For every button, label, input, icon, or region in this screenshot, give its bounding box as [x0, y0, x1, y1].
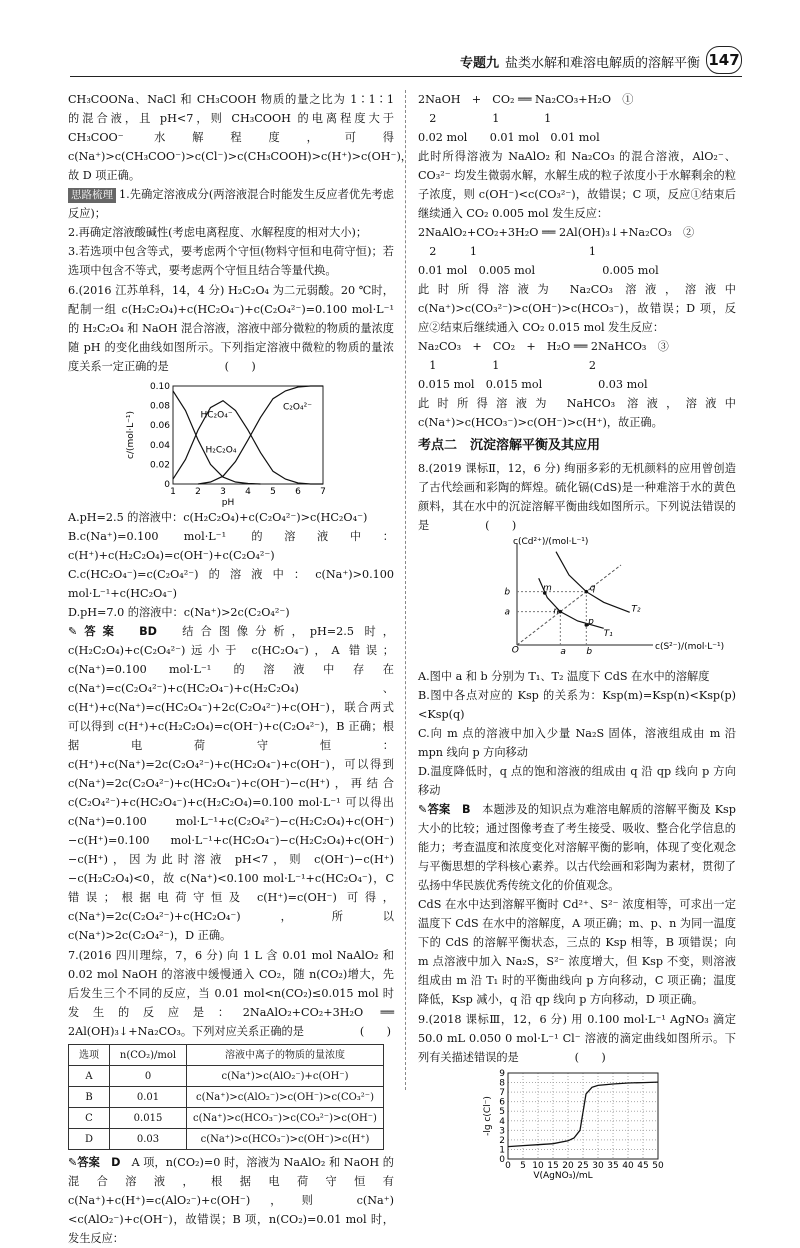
section-heading: 考点二 沉淀溶解平衡及其应用	[418, 438, 601, 453]
y-tick-label: 0.02	[149, 460, 170, 471]
oxalate-speciation-chart	[121, 378, 341, 506]
y-axis-label: c(Cd²⁺)/(mol·L⁻¹)	[513, 537, 589, 547]
x-tick-label: 0	[505, 1161, 511, 1171]
x-tick-label: 7	[320, 487, 326, 497]
paragraph: 此时所得溶液为 NaHCO₃ 溶液，溶液中 c(Na⁺)>c(HCO₃⁻)>c(OH⁻)>c(H⁺)，故正确。	[418, 397, 736, 429]
point-label: p	[588, 617, 594, 627]
y-tick-label: 0	[164, 480, 170, 490]
table-cell: c(Na⁺)>c(HCO₃⁻)>c(OH⁻)>c(H⁺)	[187, 1129, 384, 1150]
answer-value: D	[111, 1156, 121, 1169]
series-line	[173, 391, 261, 484]
table-cell: 0.03	[110, 1129, 187, 1150]
y-tick-label: 0.06	[149, 421, 170, 432]
point-label: m	[543, 583, 552, 594]
q7-answer	[68, 1153, 394, 1248]
y-tick-label: 0.04	[149, 440, 170, 451]
equation-3-coeffs: 1 1 2	[418, 359, 596, 372]
tip-item: 3.若选项中包含等式，要考虑两个守恒(物料守恒和电荷守恒)；若选项中包含不等式，要考虑两个守恒且结合等量代换。	[68, 245, 394, 277]
series-line	[198, 386, 323, 484]
series-label: H₂C₂O₄	[205, 445, 237, 456]
q8-answer	[418, 800, 736, 895]
table-cell: C	[69, 1108, 110, 1129]
q8-option-d: D.温度降低时，q 点的饱和溶液的组成由 q 沿 qp 线向 p 方向移动	[418, 765, 736, 797]
point-label: n	[553, 606, 560, 617]
x-tick-label: 4	[245, 487, 251, 497]
series-line	[173, 401, 323, 484]
equation-3-amounts: 0.015 mol 0.015 mol 0.03 mol	[418, 378, 648, 391]
page-number: 147	[706, 46, 742, 74]
y-tick-label: 1	[499, 1145, 505, 1156]
left-column	[68, 90, 412, 1248]
q6-option-d: D.pH=7.0 的溶液中：c(Na⁺)>2c(C₂O₄²⁻)	[68, 606, 290, 619]
table-header: 选项	[69, 1045, 110, 1066]
table-header: 溶液中离子的物质的量浓度	[187, 1045, 384, 1066]
y-tick-label: 6	[499, 1097, 505, 1108]
q6-option-a: A.pH=2.5 的溶液中：c(H₂C₂O₄)+c(C₂O₄²⁻)>c(HC₂O₄⁻)	[68, 511, 368, 524]
header-rule	[70, 76, 742, 77]
point-label: a	[560, 647, 566, 657]
q6-answer	[68, 622, 394, 945]
q6-option-c: C.c(HC₂O₄⁻)=c(C₂O₄²⁻)的溶液中：c(Na⁺)>0.100 mol·L⁻¹+c(HC₂O₄⁻)	[68, 568, 394, 600]
y-tick-label: 8	[499, 1078, 505, 1089]
point-label: q	[589, 583, 596, 594]
x-tick-label: 15	[547, 1161, 559, 1171]
y-tick-label: 0	[499, 1155, 505, 1165]
tip-item: 1.先确定溶液成分(两溶液混合时能发生反应者优先考虑反应)；	[68, 188, 394, 220]
y-tick-label: 0.08	[149, 401, 170, 412]
data-point	[585, 590, 589, 594]
series-label: HC₂O₄⁻	[200, 410, 233, 421]
y-tick-label: 2	[499, 1135, 505, 1146]
equation-1: 2NaOH + CO₂ ══ Na₂CO₃+H₂O ①	[418, 93, 634, 106]
x-tick-label: 20	[562, 1161, 574, 1171]
answer-label: 答案	[427, 803, 451, 816]
table-cell: D	[69, 1129, 110, 1150]
point-label: T₂	[631, 604, 641, 615]
point-label: T₁	[603, 629, 613, 639]
x-tick-label: 50	[652, 1161, 664, 1171]
equation-1-coeffs: 2 1 1	[418, 112, 552, 125]
table-row	[69, 1066, 384, 1087]
series-line	[556, 552, 630, 613]
right-column	[418, 90, 736, 1181]
answer-icon: ✎	[68, 1156, 78, 1169]
paragraph: CH₃COONa、NaCl 和 CH₃COOH 物质的量之比为 1∶1∶1 的混合液，且 pH<7，则 CH₃COOH 的电离程度大于 CH₃COO⁻ 水解程度，可得 c(Na⁺)>c(CH₃COO⁻)>c(Cl⁻)>c(CH₃COOH)>c(H⁺)>c(OH⁻)，故 D 项正确。	[68, 93, 412, 182]
table-header-row	[69, 1045, 384, 1066]
question-6-stem: 6.(2016 江苏单科，14，4 分) H₂C₂O₄ 为二元弱酸。20 ℃时，配制一组 c(H₂C₂O₄)+c(HC₂O₄⁻)+c(C₂O₄²⁻)=0.100 mol·L⁻¹ 的 H₂C₂O₄ 和 NaOH 混合溶液，溶液中部分微粒的物质的量浓度随 pH 的变化曲线如图所示。下列指定溶液中微粒的物质的量浓度关系一定正确的是 ( )	[68, 284, 394, 373]
tips-block	[68, 185, 394, 223]
column-divider	[405, 90, 406, 1090]
x-axis-label: c(S²⁻)/(mol·L⁻¹)	[655, 642, 725, 652]
answer-label: 答案	[77, 625, 121, 638]
answer-icon: ✎	[68, 625, 78, 638]
y-tick-label: 0.10	[149, 382, 170, 392]
equation-2: 2NaAlO₂+CO₂+3H₂O ══ 2Al(OH)₃↓+Na₂CO₃ ②	[418, 226, 695, 239]
y-tick-label: 4	[499, 1116, 505, 1127]
table-row	[69, 1108, 384, 1129]
point-label: O	[511, 645, 519, 656]
x-tick-label: 3	[220, 487, 226, 497]
equation-2-amounts: 0.01 mol 0.005 mol 0.005 mol	[418, 264, 659, 277]
table-cell: c(Na⁺)>c(HCO₃⁻)>c(CO₃²⁻)>c(OH⁻)	[187, 1108, 384, 1129]
x-tick-label: 2	[195, 487, 201, 497]
answer-explanation: 本题涉及的知识点为难溶电解质的溶解平衡及 Ksp 大小的比较；通过图像考查了考生接受、吸收、整合化学信息的能力；考查温度和浓度变化对溶解平衡的影响，体现了变化观念与平衡思想的学科核心素养。以古代绘画和彩陶为素材，贯彻了弘扬中华民族优秀传统文化的价值观念。	[418, 803, 736, 892]
y-tick-label: 5	[499, 1107, 505, 1118]
titration-curve-chart	[482, 1069, 672, 1179]
q8-option-b: B.图中各点对应的 Ksp 的关系为：Ksp(m)=Ksp(n)<Ksp(p)<Ksp(q)	[418, 689, 736, 721]
table-cell: 0.015	[110, 1108, 187, 1129]
answer-value: B	[461, 803, 471, 816]
table-cell: 0	[110, 1066, 187, 1087]
question-8-stem: 8.(2019 课标Ⅱ，12，6 分) 绚丽多彩的无机颜料的应用曾创造了古代绘画和彩陶的辉煌。硫化镉(CdS)是一种难溶于水的黄色颜料，其在水中的沉淀溶解平衡曲线如图所示。下列说法错误的是 ( )	[418, 462, 736, 532]
answer-label: 答案	[77, 1156, 100, 1169]
y-axis-label: -lg c(Cl⁻)	[483, 1096, 493, 1136]
x-tick-label: 30	[592, 1161, 604, 1171]
x-tick-label: 40	[622, 1161, 634, 1171]
topic-label: 专题九	[459, 56, 499, 71]
x-tick-label: 5	[270, 487, 276, 497]
y-guide-label: b	[504, 587, 511, 598]
topic-subtitle: 盐类水解和难溶电解质的溶解平衡	[504, 56, 700, 71]
series-label: C₂O₄²⁻	[283, 402, 312, 413]
q8-option-c: C.向 m 点的溶液中加入少量 Na₂S 固体，溶液组成由 m 沿 mpn 线向 p 方向移动	[418, 727, 736, 759]
answer-icon: ✎	[418, 803, 428, 816]
table-cell: c(Na⁺)>c(AlO₂⁻)+c(OH⁻)	[187, 1066, 384, 1087]
question-7-stem: 7.(2016 四川理综，7，6 分) 向 1 L 含 0.01 mol NaAlO₂ 和 0.02 mol NaOH 的溶液中缓慢通入 CO₂，随 n(CO₂)增大，先后发生三个不同的反应，当 0.01 mol<n(CO₂)≤0.015 mol 时发生的反应是：2NaAlO₂+CO₂+3H₂O ══ 2Al(OH)₃↓+Na₂CO₃。下列对应关系正确的是 ( )	[68, 949, 394, 1038]
paragraph: 此时所得溶液为 Na₂CO₃ 溶液，溶液中 c(Na⁺)>c(CO₃²⁻)>c(OH⁻)>c(HCO₃⁻)，故错误；D 项，反应②结束后继续通入 CO₂ 0.015 mol 发生反应：	[418, 283, 736, 334]
equation-3: Na₂CO₃ + CO₂ + H₂O ══ 2NaHCO₃ ③	[418, 340, 669, 353]
q8-option-a: A.图中 a 和 b 分别为 T₁、T₂ 温度下 CdS 在水中的溶解度	[418, 670, 710, 683]
q7-options-table	[68, 1044, 384, 1150]
y-guide-label: a	[504, 607, 511, 618]
x-tick-label: 45	[637, 1161, 649, 1171]
y-axis-label: c/(mol·L⁻¹)	[126, 410, 136, 460]
x-tick-label: 10	[532, 1161, 544, 1171]
answer-explanation-2: CdS 在水中达到溶解平衡时 Cd²⁺、S²⁻ 浓度相等，可求出一定温度下 CdS 在水中的溶解度，A 项正确；m、p、n 为同一温度下的 CdS 的溶解平衡状态，三点的 Ksp 相等，B 项错误；向 m 点溶液中加入 Na₂S，S²⁻ 浓度增大，但 Ksp 不变，则溶液组成由 m 沿 T₁ 时的平衡曲线向 p 方向移动，C 项正确；温度降低，Ksp 减小，q 沿 qp 线向 p 方向移动，D 项正确。	[418, 898, 736, 1006]
x-tick-label: 6	[295, 487, 301, 497]
equation-1-amounts: 0.02 mol 0.01 mol 0.01 mol	[418, 131, 600, 144]
x-tick-label: 35	[607, 1161, 619, 1171]
table-row	[69, 1129, 384, 1150]
table-cell: B	[69, 1087, 110, 1108]
equation-2-coeffs: 2 1 1	[418, 245, 596, 258]
paragraph: 此时所得溶液为 NaAlO₂ 和 Na₂CO₃ 的混合溶液，AlO₂⁻、CO₃²⁻ 均发生微弱水解，水解生成的粒子浓度小于水解剩余的粒子浓度，则 c(OH⁻)<c(CO₃²⁻)，故错误；C 项，反应①结束后继续通入 CO₂ 0.005 mol 发生反应：	[418, 150, 736, 220]
table-cell: c(Na⁺)>c(AlO₂⁻)>c(OH⁻)>c(CO₃²⁻)	[187, 1087, 384, 1108]
page-header	[0, 0, 800, 90]
table-row	[69, 1087, 384, 1108]
answer-explanation: A 项，n(CO₂)=0 时，溶液为 NaAlO₂ 和 NaOH 的混合溶液，根据电荷守恒有 c(Na⁺)+c(H⁺)=c(AlO₂⁻)+c(OH⁻)，则 c(Na⁺)<c(AlO₂⁻)+c(OH⁻)，故错误；B 项，n(CO₂)=0.01 mol 时，发生反应：	[68, 1156, 394, 1245]
x-axis-label: V(AgNO₃)/mL	[533, 1171, 593, 1181]
x-tick-label: 5	[520, 1161, 526, 1171]
table-header: n(CO₂)/mol	[110, 1045, 187, 1066]
answer-value: BD	[139, 625, 157, 638]
x-tick-label: 1	[170, 487, 176, 497]
header-title	[460, 52, 700, 71]
answer-explanation: 结合图像分析，pH=2.5 时，c(H₂C₂O₄)+c(C₂O₄²⁻)远小于 c(HC₂O₄⁻)，A 错误；c(Na⁺)=0.100 mol·L⁻¹ 的溶液中存在 c(Na⁺)=c(C₂O₄²⁻)+c(HC₂O₄⁻)+c(H₂C₂O₄)、c(H⁺)+c(Na⁺)=c(HC₂O₄⁻)+2c(C₂O₄²⁻)+c(OH⁻)，联合两式可以得到 c(H⁺)+c(H₂C₂O₄)=c(OH⁻)+c(C₂O₄²⁻)，B 正确；根据电荷守恒：c(H⁺)+c(Na⁺)=2c(C₂O₄²⁻)+c(HC₂O₄⁻)+c(OH⁻)，可以得到 c(Na⁺)=2c(C₂O₄²⁻)+c(HC₂O₄⁻)+c(OH⁻)−c(H⁺)，再结合 c(C₂O₄²⁻)+c(HC₂O₄⁻)+c(H₂C₂O₄)=0.100 mol·L⁻¹ 可以得出 c(Na⁺)=0.100 mol·L⁻¹+c(C₂O₄²⁻)−c(H₂C₂O₄)+c(OH⁻)−c(H⁺)=0.100 mol·L⁻¹+c(HC₂O₄⁻)−c(H₂C₂O₄)+c(OH⁻)−c(H⁺)，因为此时溶液 pH<7，则 c(OH⁻)−c(H⁺)−c(H₂C₂O₄)<0，故 c(Na⁺)<0.100 mol·L⁻¹+c(HC₂O₄⁻)，C 错误；根据电荷守恒及 c(H⁺)=c(OH⁻) 可得，c(Na⁺)=2c(C₂O₄²⁻)+c(HC₂O₄⁻)，所以 c(Na⁺)>2c(C₂O₄²⁻)，D 正确。	[68, 625, 394, 942]
point-label: b	[586, 647, 593, 657]
table-cell: A	[69, 1066, 110, 1087]
tips-tag: 思路梳理	[68, 188, 116, 203]
x-tick-label: 25	[577, 1161, 589, 1171]
q6-option-b: B.c(Na⁺)=0.100 mol·L⁻¹ 的溶液中：c(H⁺)+c(H₂C₂O₄)=c(OH⁻)+c(C₂O₄²⁻)	[68, 530, 394, 562]
y-tick-label: 9	[499, 1069, 505, 1079]
y-tick-label: 7	[499, 1088, 505, 1099]
y-tick-label: 3	[499, 1126, 505, 1137]
question-9-stem: 9.(2018 课标Ⅲ，12，6 分) 用 0.100 mol·L⁻¹ AgNO₃ 滴定 50.0 mL 0.050 0 mol·L⁻¹ Cl⁻ 溶液的滴定曲线如图所示。下列有关描述错误的是 ( )	[418, 1013, 736, 1064]
table-cell: 0.01	[110, 1087, 187, 1108]
x-axis-label: pH	[221, 498, 235, 508]
tip-item: 2.再确定溶液酸碱性(考虑电离程度、水解程度的相对大小)；	[68, 226, 368, 239]
cds-solubility-chart	[487, 537, 725, 665]
